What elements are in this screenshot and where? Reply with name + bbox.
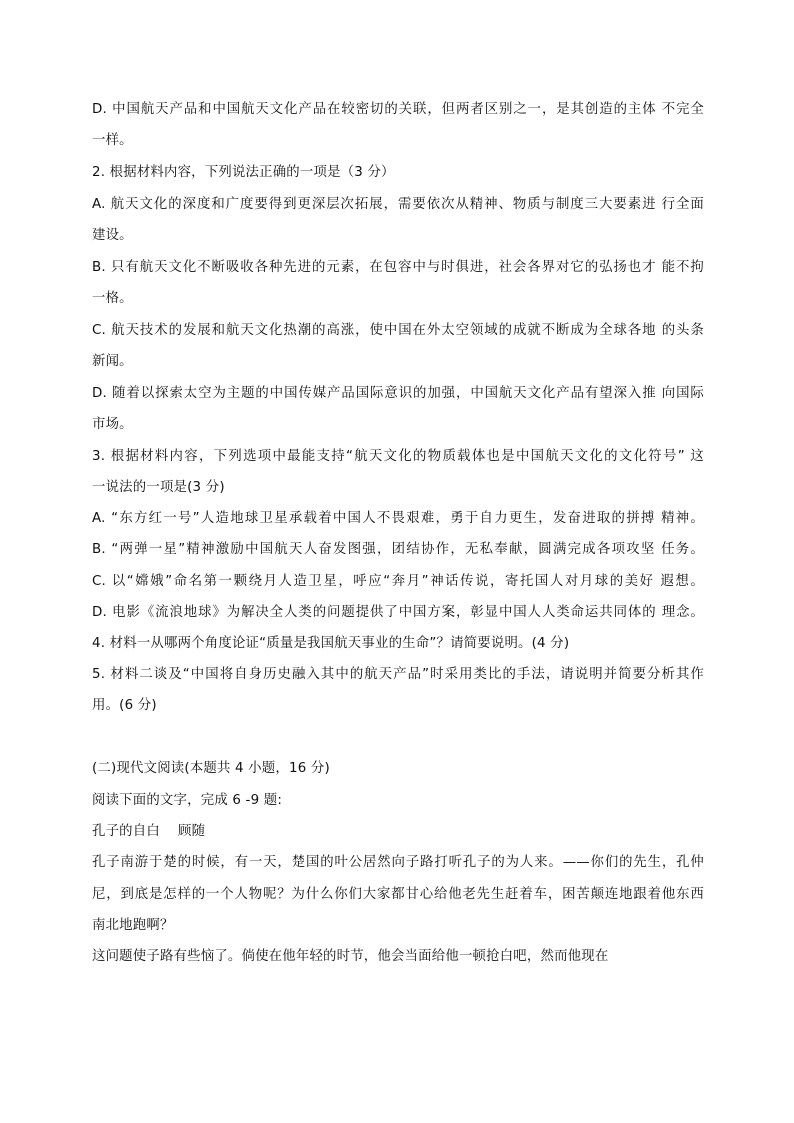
section-heading: (二)现代文阅读(本题共 4 小题，16 分) [92,761,330,776]
option-line: A. “东方红一号”人造地球卫星承载着中国人不畏艰难，勇于自力更生，发奋进取的拼搏 精神。 [92,511,704,526]
paragraph-line: 孔子南游于楚的时候，有一天，楚国的叶公居然向子路打听孔子的为人来。——你们的先生，孔仲 [92,855,704,870]
option-line: D. 电影《流浪地球》为解决全人类的问题提供了中国方案，彰显中国人人类命运共同体的 理念。 [92,605,704,620]
option-line: B. “两弹一星”精神激励中国航天人奋发图强，团结协作，无私奉献，圆满完成各项攻坚 任务。 [92,542,704,557]
text-line: 一样。 [92,133,133,148]
question-2-stem: 2. 根据材料内容，下列说法正确的一项是（3 分） [92,165,395,180]
article-title: 孔子的自白 顾随 [92,824,206,839]
question-3-stem: 3. 根据材料内容，下列选项中最能支持“航天文化的物质载体也是中国航天文化的文化符号” 这 [92,449,704,464]
option-line: A. 航天文化的深度和广度要得到更深层次拓展，需要依次从精神、物质与制度三大要素进 行全面 [92,197,704,212]
option-line: D. 随着以探索太空为主题的中国传媒产品国际意识的加强，中国航天文化产品有望深入推 向国际 [92,386,704,401]
text-line: 新闻。 [92,354,133,369]
paragraph-line: 尼，到底是怎样的一个人物呢？为什么你们大家都甘心给他老先生赶着车，困苦颠连地跟着他东西 [92,887,704,902]
question-5: 5. 材料二谈及“中国将自身历史融入其中的航天产品”时采用类比的手法，请说明并简要分析其作 [92,667,704,682]
option-line: C. 航天技术的发展和航天文化热潮的高涨，使中国在外太空领域的成就不断成为全球各地 的头条 [92,323,704,338]
text-line: 一格。 [92,291,133,306]
paragraph-line: 南北地跑啊？ [92,918,174,933]
text-line: 用。(6 分) [92,698,157,713]
option-line: C. 以“嫦娥”命名第一颗绕月人造卫星，呼应“奔月”神话传说，寄托国人对月球的美好 遐想。 [92,574,704,589]
text-line: D. 中国航天产品和中国航天文化产品在较密切的关联，但两者区别之一，是其创造的主体 不完全 [92,102,704,117]
option-line: B. 只有航天文化不断吸收各种先进的元素，在包容中与时俱进，社会各界对它的弘扬也才 能不拘 [92,260,704,275]
text-line: 建设。 [92,228,133,243]
text-line: 一说法的一项是(3 分) [92,480,225,495]
paragraph-line: 这问题使子路有些恼了。倘使在他年轻的时节，他会当面给他一顿抢白吧，然而他现在 [92,949,609,964]
text-line: 市场。 [92,417,133,432]
question-4: 4. 材料一从哪两个角度论证“质量是我国航天事业的生命”？请简要说明。(4 分) [92,636,570,651]
reading-instruction: 阅读下面的文字，完成 6 -9 题: [92,793,283,808]
